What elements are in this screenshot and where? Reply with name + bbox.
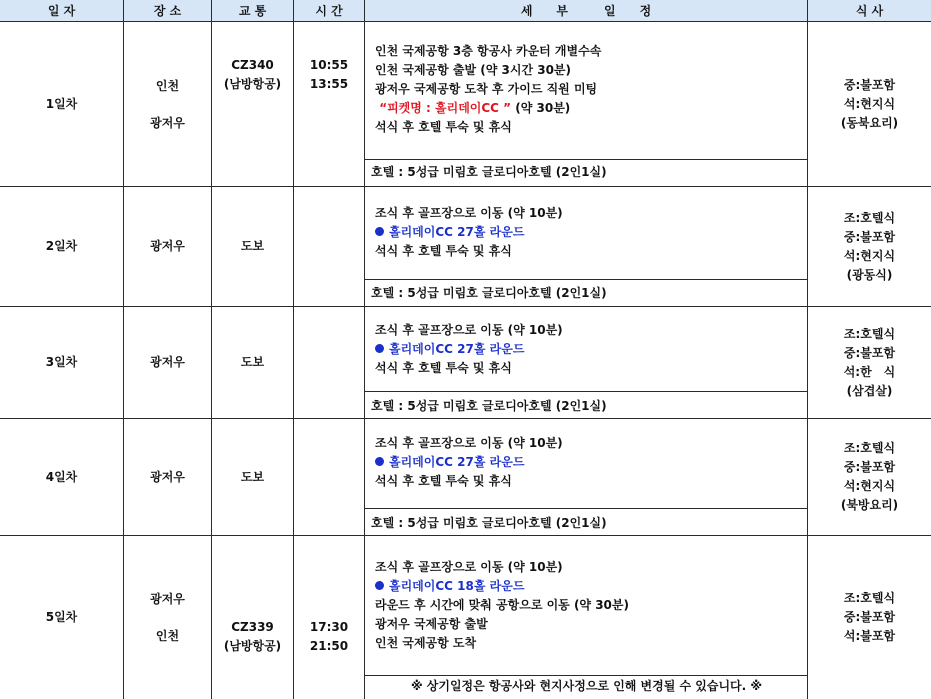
header-time: 시 간: [294, 0, 365, 22]
meal-cell: [808, 536, 931, 699]
flight-number: CZ339: [231, 620, 274, 634]
schedule-block: [375, 558, 629, 653]
time-cell: [294, 56, 364, 96]
schedule-line: 석식 후 호텔 투숙 및 휴식: [375, 474, 512, 488]
meal-note: (광동식): [846, 267, 893, 282]
header-schedule: 세 부 일 정: [365, 0, 808, 22]
header-day: 일 자: [0, 0, 124, 22]
schedule-line: 조식 후 골프장으로 이동 (약 10분): [375, 436, 563, 450]
hotel-divider: [365, 159, 808, 160]
place-to: 광저우: [150, 115, 185, 130]
schedule-line: 석식 후 호텔 투숙 및 휴식: [375, 361, 512, 375]
meal-cell: [808, 419, 931, 535]
place-cell: 광저우: [150, 355, 185, 369]
hotel-info: 호텔 : 5성급 미림호 글로디아호텔 (2인1실): [371, 165, 607, 179]
round-info: 홀리데이CC 27홀 라운드: [389, 225, 525, 239]
departure-time: 17:30: [309, 620, 349, 634]
transport-cell: 도보: [240, 239, 265, 253]
place-cell: [124, 23, 211, 186]
header-meal: 식 사: [808, 0, 931, 22]
meal-lunch: 중:불포함: [843, 460, 896, 474]
schedule-line: 조식 후 골프장으로 이동 (약 10분): [375, 560, 563, 574]
note-divider: [365, 675, 808, 676]
meal-lunch: 중:불포함: [843, 78, 896, 92]
round-info: 홀리데이CC 18홀 라운드: [389, 579, 525, 593]
meal-cell: [808, 307, 931, 418]
meal-note: (동북요리): [840, 116, 899, 130]
arrival-time: 21:50: [309, 639, 349, 653]
place-cell: [124, 536, 211, 699]
header-place: 장 소: [124, 0, 212, 22]
hotel-divider: [365, 508, 808, 509]
meal-note: (삼겹살): [846, 383, 893, 398]
meal-cell: [808, 187, 931, 306]
day-label: 1일차: [45, 97, 78, 111]
meal-dinner: 석:한 식: [843, 364, 896, 379]
hotel-divider: [365, 279, 808, 280]
airline: (남방항공): [223, 639, 282, 653]
bullet-icon: [375, 344, 384, 353]
meal-dinner: 석:현지식: [843, 97, 896, 111]
schedule-block: [375, 204, 563, 261]
schedule-line: 인천 국제공항 도착: [375, 636, 477, 650]
schedule-line: [375, 340, 563, 359]
schedule-line: [375, 577, 629, 596]
meal-breakfast: 조:호텔식: [843, 210, 896, 225]
picket-name: “피켓명 : 홀리데이CC ”: [379, 101, 512, 115]
transport-cell: 도보: [240, 355, 265, 369]
hotel-info: 호텔 : 5성급 미림호 글로디아호텔 (2인1실): [371, 516, 607, 530]
schedule-line: 석식 후 호텔 투숙 및 휴식: [375, 244, 512, 258]
meal-note: (북방요리): [840, 498, 899, 512]
grid-line: [364, 0, 365, 699]
meal-dinner: 석:현지식: [843, 248, 896, 263]
meal-cell: [808, 23, 931, 186]
place-from: 광저우: [150, 591, 185, 606]
transport-cell: [212, 618, 293, 658]
meal-lunch: 중:불포함: [843, 345, 896, 360]
header-transport: 교 통: [212, 0, 294, 22]
schedule-block: [375, 42, 601, 137]
departure-time: 10:55: [309, 58, 349, 72]
grid-line: [293, 0, 294, 699]
day-label: 4일차: [45, 469, 78, 484]
hotel-divider: [365, 391, 808, 392]
day-label: 3일차: [45, 355, 78, 369]
hotel-info: 호텔 : 5성급 미림호 글로디아호텔 (2인1실): [371, 286, 607, 300]
schedule-line: 라운드 후 시간에 맞춰 공항으로 이동 (약 30분): [375, 598, 629, 612]
meal-dinner: 석:불포함: [843, 629, 896, 643]
day-label: 5일차: [45, 610, 78, 624]
bullet-icon: [375, 457, 384, 466]
time-cell: [294, 618, 364, 658]
schedule-line: 광저우 국제공항 도착 후 가이드 직원 미팅: [375, 82, 598, 96]
meal-lunch: 중:불포함: [843, 610, 896, 624]
change-notice: ※ 상기일정은 항공사와 현지사정으로 인해 변경될 수 있습니다. ※: [410, 679, 763, 693]
meal-lunch: 중:불포함: [843, 229, 896, 244]
schedule-line: [375, 453, 563, 472]
schedule-line: 조식 후 골프장으로 이동 (약 10분): [375, 206, 563, 220]
bullet-icon: [375, 227, 384, 236]
hotel-info: 호텔 : 5성급 미림호 글로디아호텔 (2인1실): [371, 399, 607, 413]
meal-breakfast: 조:호텔식: [843, 441, 896, 455]
schedule-line: 석식 후 호텔 투숙 및 휴식: [375, 120, 512, 134]
round-info: 홀리데이CC 27홀 라운드: [389, 455, 525, 469]
schedule-line: 조식 후 골프장으로 이동 (약 10분): [375, 323, 563, 337]
place-from: 인천: [155, 78, 180, 93]
day-label: 2일차: [45, 239, 78, 253]
transport-cell: [212, 56, 293, 96]
meal-breakfast: 조:호텔식: [843, 591, 896, 605]
schedule-line: [375, 99, 601, 118]
place-cell: 광저우: [150, 239, 185, 253]
meal-dinner: 석:현지식: [843, 479, 896, 493]
schedule-block: [375, 434, 563, 491]
transport-cell: 도보: [240, 469, 265, 484]
arrival-time: 13:55: [309, 77, 349, 91]
schedule-line: 광저우 국제공항 출발: [375, 617, 488, 631]
picket-duration: (약 30분): [511, 101, 571, 115]
schedule-line: [375, 223, 563, 242]
airline: (남방항공): [223, 77, 282, 91]
round-info: 홀리데이CC 27홀 라운드: [389, 342, 525, 356]
place-cell: 광저우: [150, 469, 185, 484]
flight-number: CZ340: [231, 58, 274, 72]
schedule-line: 인천 국제공항 출발 (약 3시간 30분): [375, 63, 572, 77]
schedule-line: 인천 국제공항 3층 항공사 카운터 개별수속: [375, 44, 602, 58]
meal-breakfast: 조:호텔식: [843, 326, 896, 341]
bullet-icon: [375, 581, 384, 590]
place-to: 인천: [155, 628, 180, 643]
schedule-block: [375, 321, 563, 378]
